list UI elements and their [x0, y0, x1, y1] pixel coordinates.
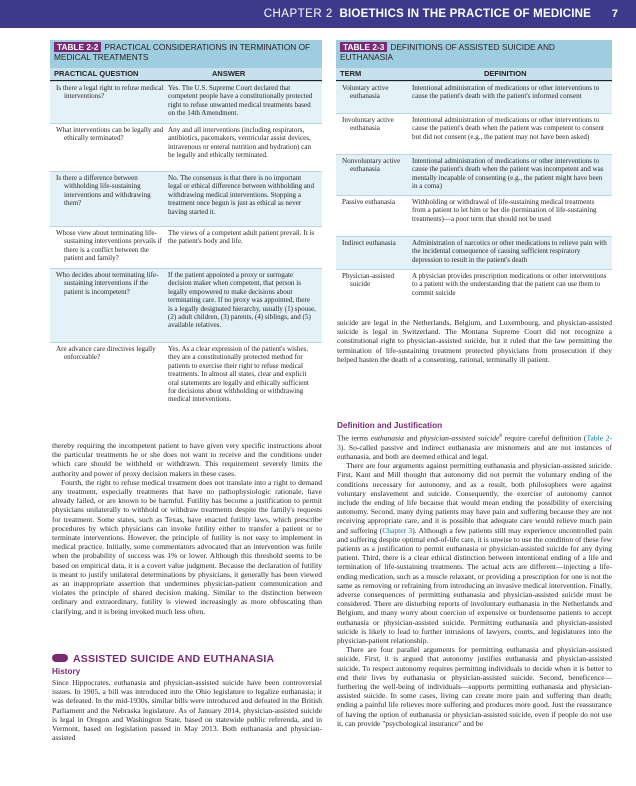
term-cell: Voluntary active euthanasia	[342, 84, 389, 101]
chapter-link[interactable]: Chapter 3	[382, 525, 413, 535]
section-heading	[52, 653, 322, 665]
table-row	[336, 154, 612, 195]
answer-cell: Yes. The U.S. Supreme Court declared that competent people have a constitutionally protected right to refuse unwanted medical treatments based on the 14th Amendment.	[168, 84, 313, 118]
table-caption	[50, 40, 322, 68]
paragraph: There are four arguments against permitting euthanasia and physician-assisted suicide. First, Kant and Mill thought that autonomy did not permit the voluntary ending of the conditions necessary for autonomy, and as a result, both philosophers were against voluntary enslavement and suicide. Consequently, the exercise of autonomy cannot include the ending of life because that would mean ending the possibility of exercising autonomy. Second, many dying patients may have pain and suffering because they are not receiving appropriate care, and it is possible that adequate care would relieve much pain and suffering (Chapter 3). Although a few patients still may experience uncontrolled pain and suffering despite optimal end-of-life care, it is unwise to use the condition of these few patients as a justification to permit euthanasia or physician-assisted suicide for any dying patient. Third, there is a clear ethical distinction between intentional ending of a life and termination of life-sustaining treatments. The actual acts are different—injecting a life-ending medication, such as a muscle relaxant, or providing a prescription for one is not the same as removing or refraining from introducing an invasive medical intervention. Finally, adverse consequences of permitting euthanasia and physician-assisted suicide must be considered. There are disturbing reports of involuntary euthanasia in the Netherlands and Belgium, and many worry about coercion of expensive or burdensome patients to accept euthanasia or physician-assisted suicide. Permitting euthanasia and physician-assisted suicide is likely to lead to further intrusions of lawyers, courts, and legislatures into the physician-patient relationship.	[337, 461, 612, 645]
subsection-heading: History	[52, 667, 81, 676]
answer-cell: The views of a competent adult patient prevail. It is the patient's body and life.	[168, 229, 315, 246]
term-cell: Passive euthanasia	[342, 198, 395, 206]
definition-cell: Withholding or withdrawal of life-sustaining medical treatments from a patient to let him or her die (termination of life-sustaining treatments)—a poor term that should not be used	[412, 198, 597, 223]
question-cell: Who decides about terminating life-sustaining interventions if the patient is incompetent?	[56, 271, 159, 296]
page-number: 7	[611, 8, 618, 20]
right-column-text	[337, 318, 612, 364]
definition-cell: Intentional administration of medications or other interventions to cause the patient's death when the patient was competent to consent but did not consent (e.g., the patient may not have been asked)	[412, 116, 604, 141]
definition-cell: Intentional administration of medications or other interventions to cause the patient's death with the patient's informed consent	[412, 84, 600, 101]
column-header: ANSWER	[212, 69, 246, 78]
table-title: PRACTICAL CONSIDERATIONS IN TERMINATION OF MEDICAL TREATMENTS	[54, 42, 311, 62]
table-title: DEFINITIONS OF ASSISTED SUICIDE AND EUTHANASIA	[340, 42, 555, 62]
chapter-title: BIOETHICS IN THE PRACTICE OF MEDICINE	[339, 8, 591, 20]
table-row	[336, 195, 612, 236]
term-cell: Indirect euthanasia	[342, 239, 396, 247]
answer-cell: Yes. As a clear expression of the patient's wishes, they are a constitutionally protected method for patients to exercise their right to refuse medical treatments. In almost all states, clear and explicit oral statements are legally and ethically sufficient for decisions about withholding or withdrawing medical interventions.	[168, 345, 309, 404]
subsection-heading: Definition and Justification	[337, 421, 443, 430]
table-row	[50, 123, 322, 171]
term-cell: Nonvoluntary active euthanasia	[342, 157, 401, 174]
paragraph: Since Hippocrates, euthanasia and physician-assisted suicide have been controversial issues. In 1905, a bill was introduced into the Ohio legislature to legalize euthanasia; it was defeated. In the mid-1930s, similar bills were introduced and defeated in the British Parliament and the Nebraska legislature. As of January 2014, physician-assisted suicide is legal in Oregon and Washington State, based on statewide public referenda, and in Vermont, based on legislation passed in May 2013. Both euthanasia and physician-assisted	[52, 678, 322, 743]
table-header-row	[50, 68, 322, 81]
table-row	[50, 226, 322, 268]
chapter-header	[0, 0, 636, 28]
section-bullet-icon	[52, 654, 68, 662]
table-row	[50, 171, 322, 226]
question-cell: Whose view about terminating life-sustaining interventions prevails if there is a conflict between the patient and family?	[56, 229, 162, 263]
column-header: DEFINITION	[484, 69, 527, 78]
table-row	[336, 269, 612, 302]
left-column-text	[52, 441, 322, 616]
table-link[interactable]: Table 2-3	[337, 433, 612, 452]
right-column-text-2	[337, 432, 612, 728]
table-row	[50, 268, 322, 342]
question-cell: Is there a difference between withholding life-sustaining interventions and withdrawing them?	[56, 174, 151, 208]
chapter-label: CHAPTER 2	[263, 8, 333, 20]
table-number: TABLE 2-2	[54, 42, 101, 52]
answer-cell: No. The consensus is that there is no important legal or ethical difference between withholding and withdrawing medical interventions. Stopping a treatment once begun is just as ethical as never having started it.	[168, 174, 315, 216]
paragraph: Fourth, the right to refuse medical treatment does not translate into a right to demand any treatment, especially treatments that have no pathophysiologic rationale, have already failed, or are known to be harmful. Futility has become a justification to permit physicians unilaterally to withhold or withdraw treatments despite the family's requests for treatment. Some states, such as Texas, have enacted futility laws, which prescribe procedures by which physicians can invoke futility either to transfer a patient or to terminate interventions. However, the principle of futility is not easy to implement in medical practice. Initially, some commentators advocated that an intervention was futile when the probability of success was 1% or lower. Although this threshold seems to be based on empirical data, it is a covert value judgment. Because the declaration of futility is meant to justify unilateral determinations by physicians, it generally has been viewed as an inappropriate assertion that undermines physician-patient communication and violates the principle of shared decision making. Similar to the distinction between ordinary and extraordinary, futility is viewed increasingly as more obfuscating than clarifying, and it is being invoked much less often.	[52, 477, 322, 616]
paragraph: thereby requiring the incompetent patient to have given very specific instructions about the particular treatments he or she does not want to receive and the conditions under which care should be withheld or withdrawn. This requirement severely limits the authority and power of proxy decision makers in these cases.	[52, 441, 322, 478]
table-2-2	[50, 40, 322, 432]
table-row	[336, 113, 612, 154]
section-title: ASSISTED SUICIDE AND EUTHANASIA	[73, 653, 275, 665]
table-row	[50, 342, 322, 432]
definition-cell: A physician provides prescription medications or other interventions to a patient with the understanding that the patient can use them to commit suicide	[412, 272, 607, 297]
running-head	[264, 8, 591, 20]
column-header: TERM	[340, 69, 362, 78]
term-cell: Involuntary active euthanasia	[342, 116, 394, 133]
table-row	[50, 81, 322, 123]
table-row	[336, 81, 612, 113]
column-header: PRACTICAL QUESTION	[54, 69, 139, 78]
paragraph: suicide are legal in the Netherlands, Belgium, and Luxembourg, and physician-assisted suicide is legal in Switzerland. The Montana Supreme Court did not recognize a constitutional right to physician-assisted suicide, but it ruled that the law permitting the termination of life-sustaining treatment protected physicians from prosecution if they helped hasten the death of a consenting, rational, terminally ill patient.	[337, 318, 612, 364]
question-cell: What interventions can be legally and ethically terminated?	[56, 126, 164, 143]
table-header-row	[336, 68, 612, 81]
question-cell: Are advance care directives legally enforceable?	[56, 345, 156, 362]
term-cell: Physician-assisted suicide	[342, 272, 395, 289]
answer-cell: If the patient appointed a proxy or surrogate decision maker when competent, that person is legally empowered to make decisions about terminating care. If no proxy was appointed, there is a legally designated hierarchy, usually (1) spouse, (2) adult children, (3) parents, (4) siblings, and (5) available relatives.	[168, 271, 316, 330]
table-caption	[336, 40, 612, 68]
definition-cell: Intentional administration of medications or other interventions to cause the patient's death when the patient was incompetent and was mentally incapable of consenting (e.g., the patient might have been in a coma)	[412, 157, 604, 191]
paragraph: There are four parallel arguments for permitting euthanasia and physician-assisted suicide. First, it is argued that autonomy justifies euthanasia and physician-assisted suicide. To respect autonomy requires permitting individuals to decide when it is better to end their lives by euthanasia or physician-assisted suicide. Second, beneficence—furthering the well-being of individuals—supports permitting euthanasia and physician-assisted suicide. In some cases, living can create more pain and suffering than death; ending a painful life relieves more suffering and produces more good. Just the reassurance of having the option of euthanasia or physician-assisted suicide, even if people do not use it, can provide "psychological insurance" and be	[337, 645, 612, 728]
question-cell: Is there a legal right to refuse medical interventions?	[56, 84, 164, 101]
definition-cell: Administration of narcotics or other medications to relieve pain with the incidental consequence of causing sufficient respiratory depression to result in the patient's death	[412, 239, 607, 264]
left-column-text-2	[52, 678, 322, 742]
answer-cell: Any and all interventions (including respirators, antibiotics, pacemakers, ventricular assist devices, intravenous or enteral nutrition and hydration) can be legally and ethically terminated.	[168, 126, 312, 160]
table-row	[336, 236, 612, 269]
table-number: TABLE 2-3	[340, 42, 387, 52]
table-2-3	[336, 40, 612, 302]
paragraph: The terms euthanasia and physician-assisted suicide$^8$ require careful definition (Table 2-3). So-called passive and indirect euthanasia are misnomers and are not instances of euthanasia, and both are deemed ethical and legal.	[337, 433, 612, 461]
